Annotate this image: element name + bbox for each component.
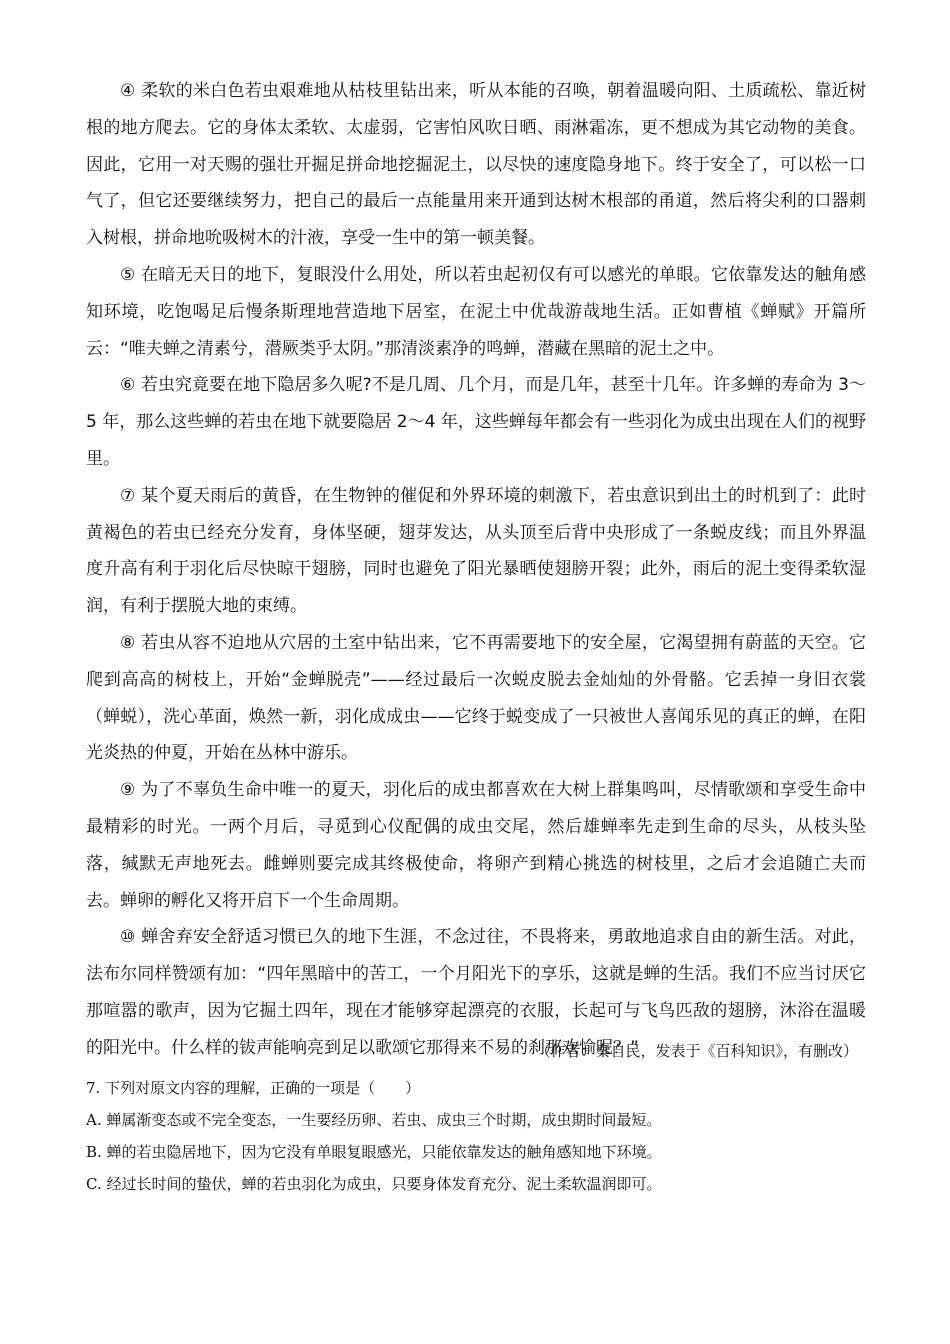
- paragraph-8: ⑧ 若虫从容不迫地从穴居的土室中钻出来，它不再需要地下的安全屋，它渴望拥有蔚蓝的天空。它爬到高高的树枝上，开始“金蝉脱壳”——经过最后一次蜕皮脱去金灿灿的外骨骼。它丢掉一身旧衣裳（蝉蜕），洗心革面，焕然一新，羽化成成虫——它终于蜕变成了一只被世人喜闻乐见的真正的蝉，在阳光炎热的仲夏，开始在丛林中游乐。: [86, 632, 866, 764]
- article-body: [86, 73, 866, 1067]
- option-b: B. 蝉的若虫隐居地下，因为它没有单眼复眼感光，只能依靠发达的触角感知地下环境。: [86, 1143, 662, 1161]
- source-attribution: （作者：秦自民，发表于《百科知识》，有删改）: [535, 1042, 858, 1060]
- paragraph-10: ⑩ 蝉舍弃安全舒适习惯已久的地下生涯，不念过往，不畏将来，勇敢地追求自由的新生活。对此，法布尔同样赞颂有加：“四年黑暗中的苦工，一个月阳光下的享乐，这就是蝉的生活。我们不应当讨厌它那喧嚣的歌声，因为它掘土四年，现在才能够穿起漂亮的衣服，长起可与飞鸟匹敌的翅膀，沐浴在温暖的阳光中。什么样的钹声能响亮到足以歌颂它那得来不易的刹那欢愉呢？”: [86, 927, 866, 1058]
- paragraph-9: ⑨ 为了不辜负生命中唯一的夏天，羽化后的成虫都喜欢在大树上群集鸣叫，尽情歌颂和享受生命中最精彩的时光。一两个月后，寻觅到心仪配偶的成虫交尾，然后雄蝉率先走到生命的尽头，从枝头坠落，缄默无声地死去。雌蝉则要完成其终极使命，将卵产到精心挑选的树枝里，之后才会追随亡夫而去。蝉卵的孵化又将开启下一个生命周期。: [86, 780, 866, 911]
- option-a: A. 蝉属渐变态或不完全变态，一生要经历卵、若虫、成虫三个时期，成虫期时间最短。: [86, 1111, 662, 1129]
- paragraph-4: ④ 柔软的米白色若虫艰难地从枯枝里钻出来，听从本能的召唤，朝着温暖向阳、土质疏松、靠近树根的地方爬去。它的身体太柔软、太虚弱，它害怕风吹日晒、雨淋霜冻，更不想成为其它动物的美食。因此，它用一对天赐的强壮开掘足拼命地挖掘泥土，以尽快的速度隐身地下。终于安全了，可以松一口气了，但它还要继续努力，把自己的最后一点能量用来开通到达树木根部的甬道，然后将尖利的口器刺入树根，拼命地吮吸树木的汁液，享受一生中的第一顿美餐。: [86, 81, 866, 249]
- paragraph-7: ⑦ 某个夏天雨后的黄昏，在生物钟的催促和外界环境的刺激下，若虫意识到出土的时机到了：此时黄褐色的若虫已经充分发育，身体坚硬，翅芽发达，从头顶至后背中央形成了一条蜕皮线；而且外界温度升高有利于羽化后尽快晾干翅膀，同时也避免了阳光暴晒使翅膀开裂；此外，雨后的泥土变得柔软湿润，有利于摆脱大地的束缚。: [86, 485, 866, 617]
- paragraph-6: ⑥ 若虫究竟要在地下隐居多久呢?不是几周、几个月，而是几年，甚至十几年。许多蝉的寿命为 3～5 年，那么这些蝉的若虫在地下就要隐居 2～4 年，这些蝉每年都会有一些羽化为成虫出现在人们的视野里。: [86, 375, 866, 469]
- paragraph-5: ⑤ 在暗无天日的地下，复眼没什么用处，所以若虫起初仅有可以感光的单眼。它依靠发达的触角感知环境，吃饱喝足后慢条斯理地营造地下居室，在泥土中优哉游哉地生活。正如曹植《蝉赋》开篇所云：“唯夫蝉之清素兮，潜厥类乎太阴。”那清淡素净的鸣蝉，潜藏在黑暗的泥土之中。: [86, 264, 866, 359]
- question-stem: 7. 下列对原文内容的理解，正确的一项是（ ）: [86, 1079, 421, 1097]
- question-block: [86, 1072, 866, 1200]
- option-c: C. 经过长时间的蛰伏，蝉的若虫羽化为成虫，只要身体发育充分、泥土柔软温润即可。: [86, 1175, 662, 1193]
